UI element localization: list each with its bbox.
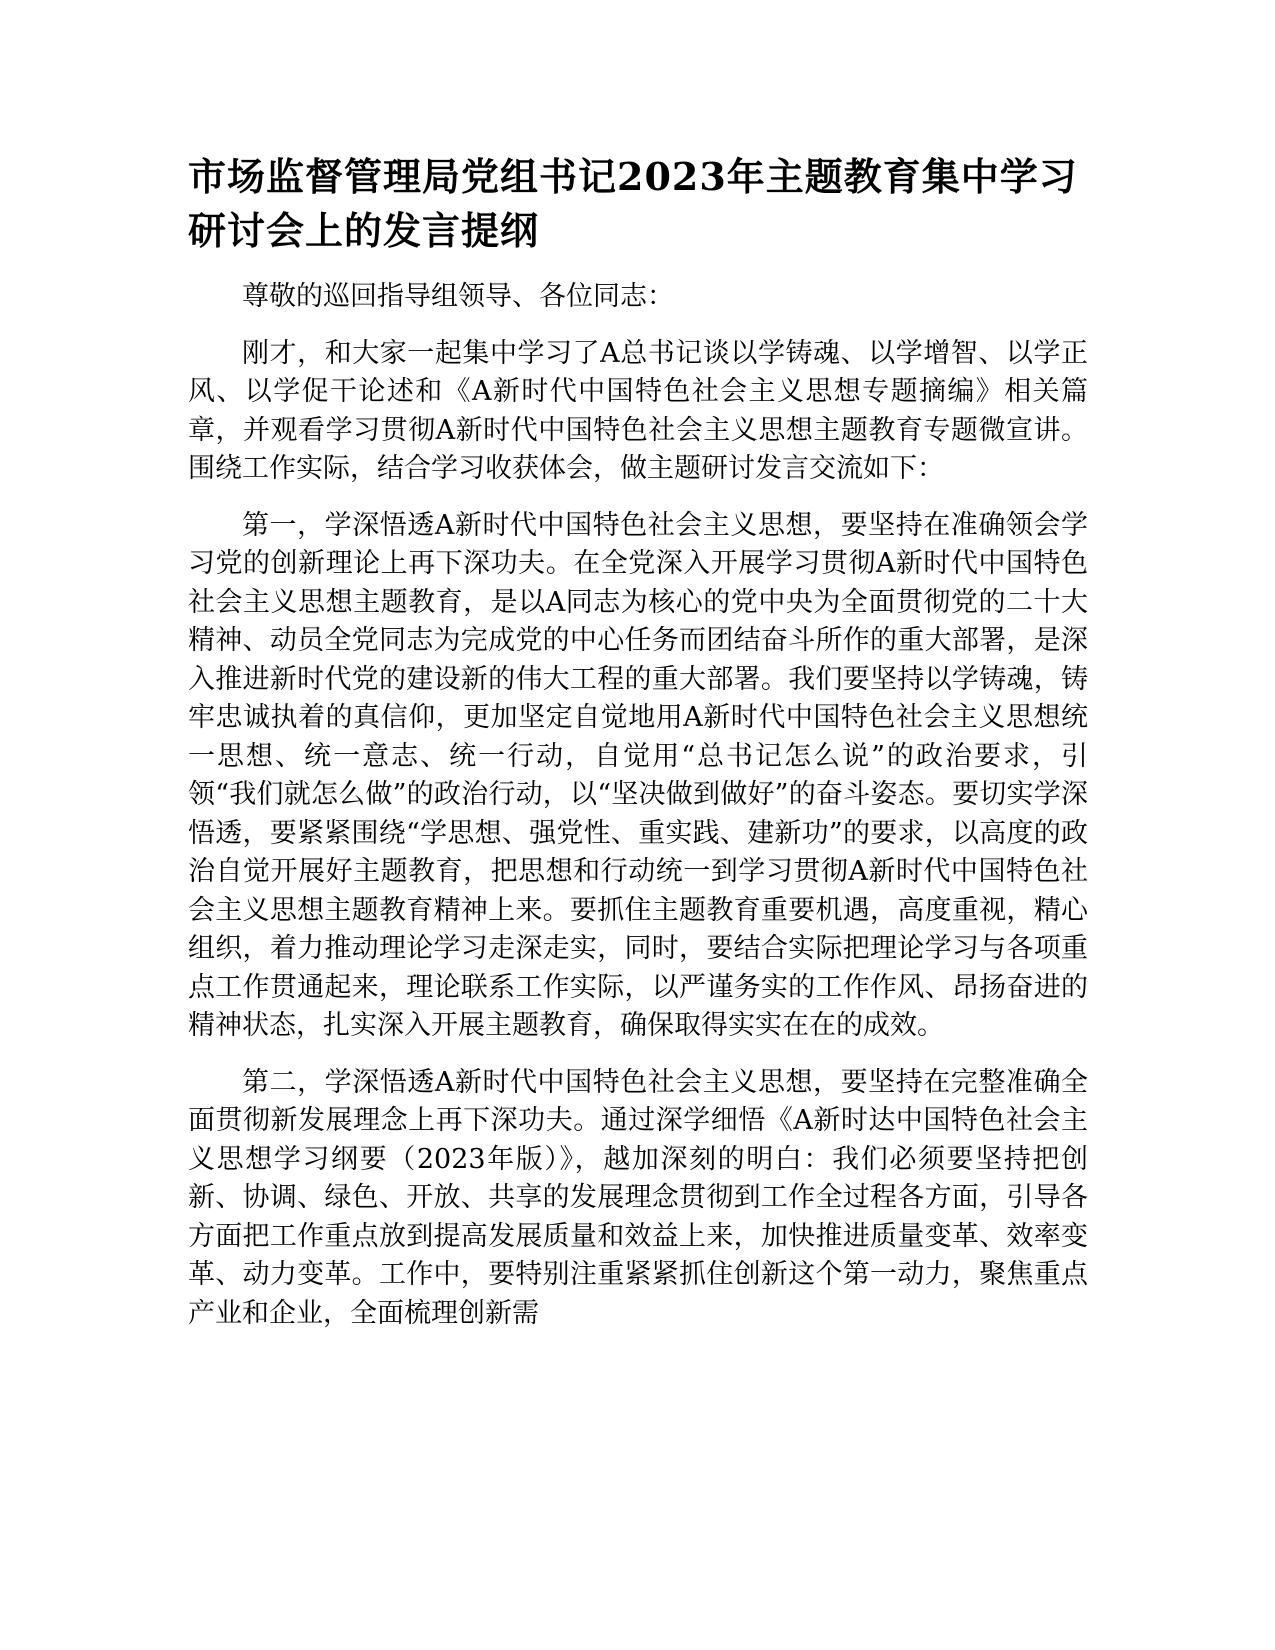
paragraph-second: 第二，学深悟透A新时代中国特色社会主义思想，要坚持在完整准确全面贯彻新发展理念上再下深功夫。通过深学细悟《A新时达中国特色社会主义思想学习纲要（2023年版）》，越加深刻的明白：我们必须要坚持把创新、协调、绿色、开放、共享的发展理念贯彻到工作全过程各方面，引导各方面把工作重点放到提高发展质量和效益上来，加快推进质量变革、效率变革、动力变革。工作中，要特别注重紧紧抓住创新这个第一动力，聚焦重点产业和企业，全面梳理创新需 (188, 1066, 1088, 1329)
document-page (188, 150, 1088, 1351)
salutation: 尊敬的巡回指导组领导、各位同志： (242, 281, 674, 312)
document-title: 市场监督管理局党组书记2023年主题教育集中学习研讨会上的发言提纲 (188, 154, 1078, 253)
paragraph-intro: 刚才，和大家一起集中学习了A总书记谈以学铸魂、以学增智、以学正风、以学促干论述和《A新时代中国特色社会主义思想专题摘编》相关篇章，并观看学习贯彻A新时代中国特色社会主义思想主题教育专题微宣讲。围绕工作实际，结合学习收获体会，做主题研讨发言交流如下： (188, 337, 1088, 484)
paragraph-first: 第一，学深悟透A新时代中国特色社会主义思想，要坚持在准确领会学习党的创新理论上再下深功夫。在全党深入开展学习贯彻A新时代中国特色社会主义思想主题教育，是以A同志为核心的党中央为全面贯彻党的二十大精神、动员全党同志为完成党的中心任务而团结奋斗所作的重大部署，是深入推进新时代党的建设新的伟大工程的重大部署。我们要坚持以学铸魂，铸牢忠诚执着的真信仰，更加坚定自觉地用A新时代中国特色社会主义思想统一思想、统一意志、统一行动，自觉用“总书记怎么说”的政治要求，引领“我们就怎么做”的政治行动，以“坚决做到做好”的奋斗姿态。要切实学深悟透，要紧紧围绕“学思想、强党性、重实践、建新功”的要求，以高度的政治自觉开展好主题教育，把思想和行动统一到学习贯彻A新时代中国特色社会主义思想主题教育精神上来。要抓住主题教育重要机遇，高度重视，精心组织，着力推动理论学习走深走实，同时，要结合实际把理论学习与各项重点工作贯通起来，理论联系工作实际，以严谨务实的工作作风、昂扬奋进的精神状态，扎实深入开展主题教育，确保取得实实在在的成效。 (188, 509, 1088, 1041)
